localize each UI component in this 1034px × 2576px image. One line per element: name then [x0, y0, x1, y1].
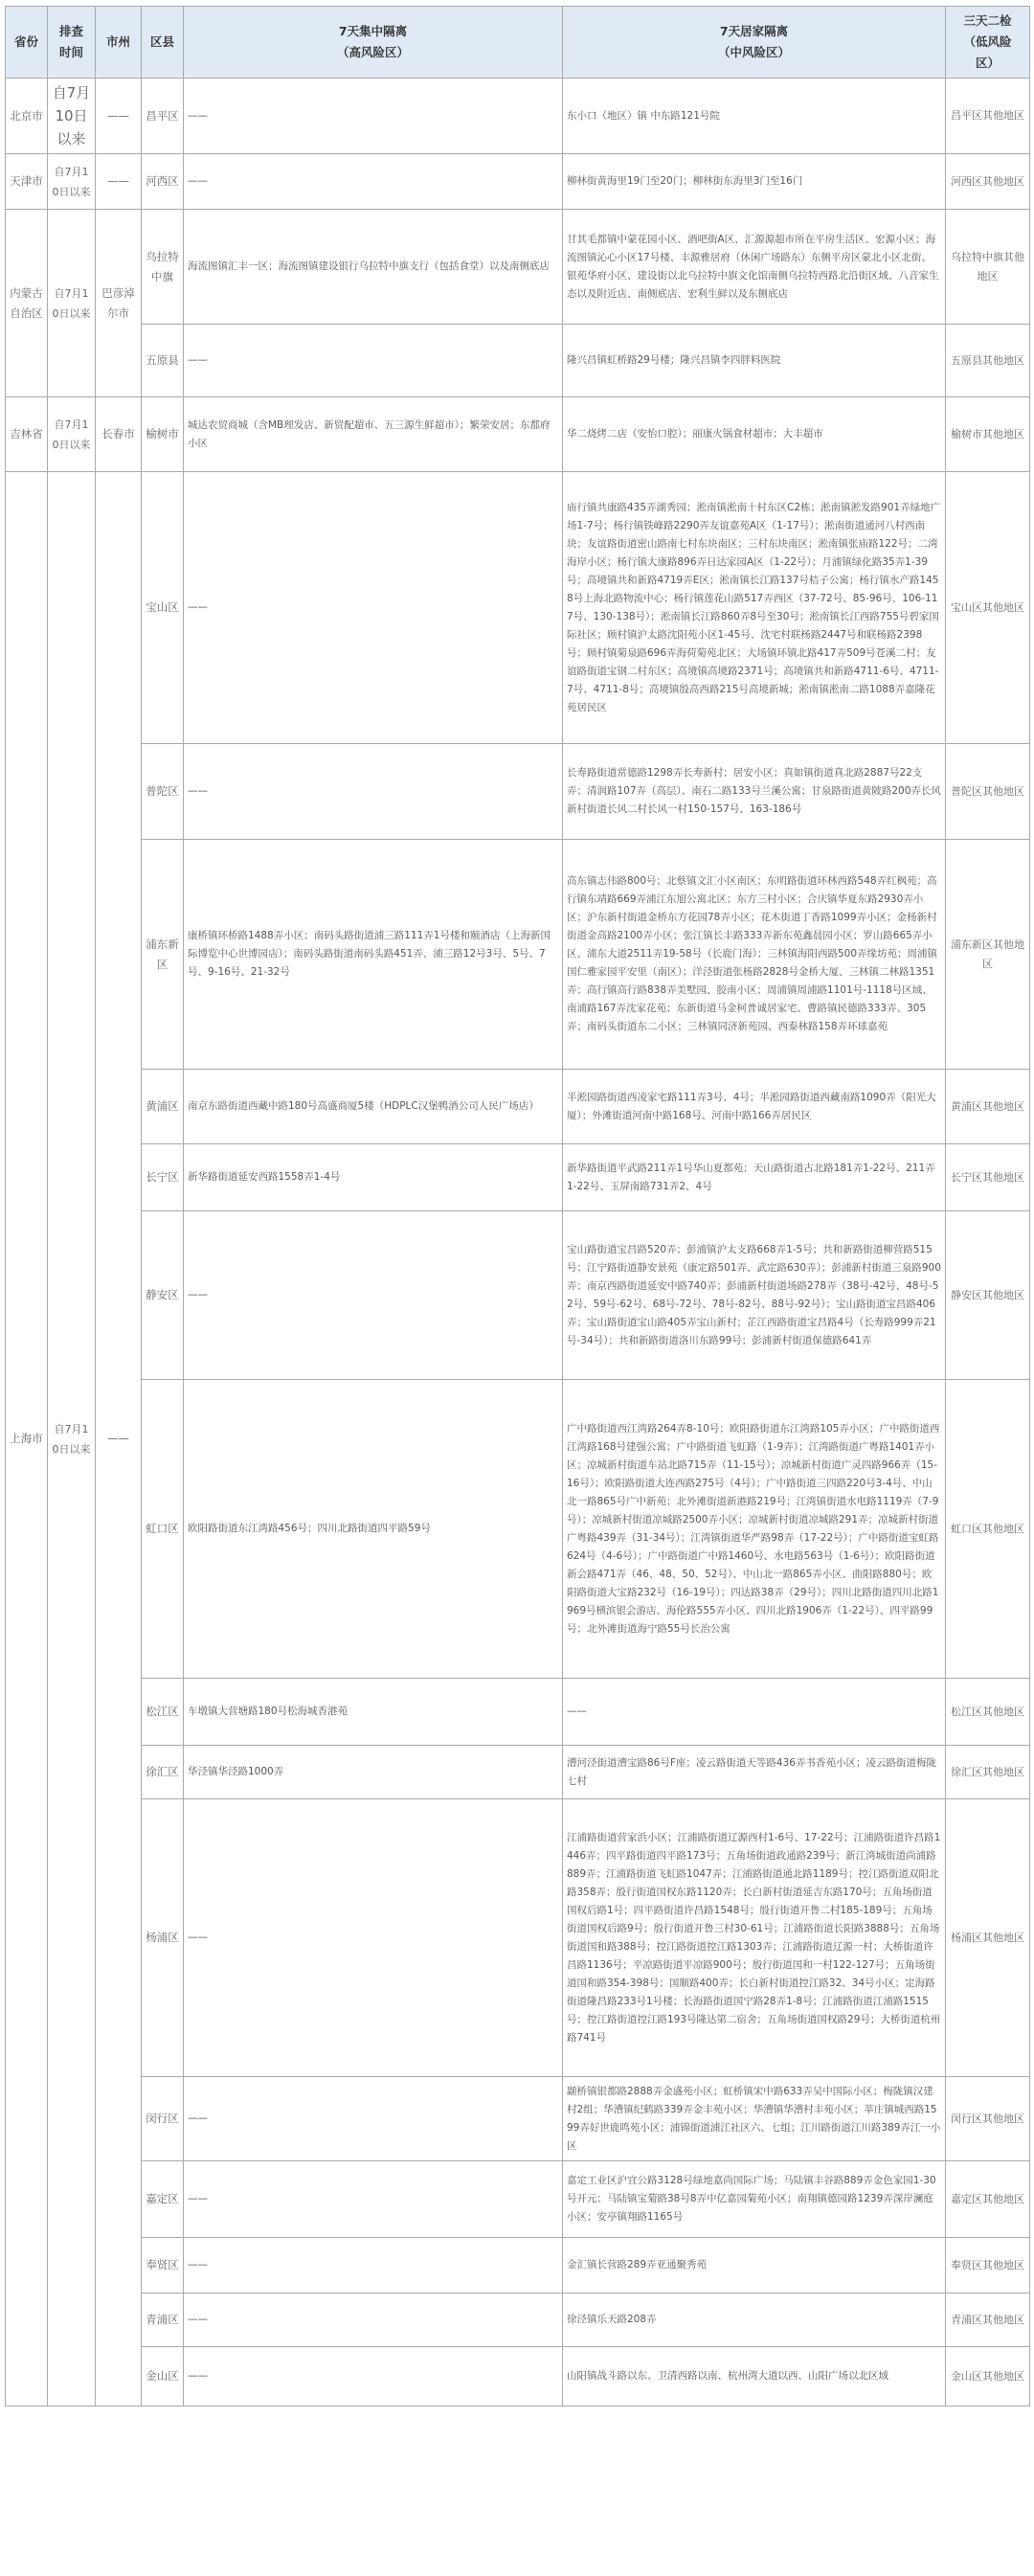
high-risk-cell: —— — [184, 154, 563, 210]
low-risk-cell: 黄浦区其他地区 — [946, 1070, 1030, 1144]
mid-risk-cell: 甘其毛都镇中蒙花园小区、酒吧街A区、汇源源超市所在平房生活区、宏源小区；海流图镇沁心小区17号楼、丰源雅居府（休闲广场路东）东侧平房区蒙北小区北街、银苑华府小区、建设街以北乌拉特中旗文化馆南侧乌拉特西路北沿街区域、八音家生态以及附近店、南侧底店、宏利生鲜以及东侧底店 — [563, 210, 946, 325]
table-row — [6, 1799, 1030, 2077]
mid-risk-cell: 金汇镇长营路289弄亚通聚秀苑 — [563, 2238, 946, 2294]
low-risk-cell: 徐汇区其他地区 — [946, 1746, 1030, 1799]
province-cell: 北京市 — [6, 79, 48, 154]
mid-risk-cell: —— — [563, 1679, 946, 1746]
province-cell: 上海市 — [6, 472, 48, 2407]
mid-risk-cell: 颛桥镇银都路2888弄金盛苑小区；虹桥镇宋中路633弄吴中国际小区；梅陇镇汉建村2组；华漕镇纪鹤路339弄金丰苑小区；华漕镇华漕村丰苑小区；莘庄镇城西路1599弄好世鹿鸣苑小区；浦锦街道浦江社区六、七组；江川路街道江川路389弄江一小区 — [563, 2077, 946, 2161]
district-cell: 普陀区 — [142, 744, 184, 840]
high-risk-cell: 南京东路街道西藏中路180号高盛商厦5楼（HDPLC汉堡鸭酒公司人民广场店） — [184, 1070, 563, 1144]
table-row — [6, 2294, 1030, 2347]
district-cell: 昌平区 — [142, 79, 184, 154]
low-risk-cell: 普陀区其他地区 — [946, 744, 1030, 840]
district-cell: 浦东新区 — [142, 840, 184, 1070]
table-row — [6, 1380, 1030, 1679]
low-risk-cell: 静安区其他地区 — [946, 1211, 1030, 1380]
low-risk-cell: 杨浦区其他地区 — [946, 1799, 1030, 2077]
low-risk-cell: 五原县其他地区 — [946, 325, 1030, 397]
low-risk-cell: 浦东新区其他地区 — [946, 840, 1030, 1070]
high-risk-cell: —— — [184, 2238, 563, 2294]
district-cell: 徐汇区 — [142, 1746, 184, 1799]
table-body — [6, 79, 1030, 2407]
table-row — [6, 2347, 1030, 2407]
district-cell: 乌拉特中旗 — [142, 210, 184, 325]
high-risk-cell: —— — [184, 1799, 563, 2077]
high-risk-cell: 康桥镇环桥路1488弄小区；南码头路街道浦三路111弄1号楼和颐酒店（上海新国际博览中心世博园店）；南码头路街道南码头路451弄、浦三路12号3号、5号、7号、9-16号、21-32号 — [184, 840, 563, 1070]
table-row — [6, 2077, 1030, 2161]
mid-risk-cell: 高东镇志伟路800号；北蔡镇文汇小区南区；东明路街道环林西路548弄红枫苑；高行镇东靖路669弄浦江东旭公寓北区；东方三村小区；合庆镇华夏东路2930弄小区；沪东新村街道金桥东方花园78弄小区；花木街道丁香路1099弄小区；金杨新村街道金高路2100弄小区；张江镇长丰路333弄新东苑鑫晨园小区；罗山路665弄小区、浦东大道2511弄19-58号（长鹿门海）；三林镇海阳西路500弄缘坊苑；周浦镇国仁雅家园平安里（南区）；洋泾街道张杨路2828号金桥大厦、三林镇二林路1351弄；高行镇高行路838弄美墅园、胶南小区；周浦镇周浦路1101号-1118号区域、南浦路167弄沈家花苑；东新街道马金柯普诚居家宅、曹路镇民德路333弄、305弄；南码头街道东二小区；三林镇同济新苑园、西泰林路158弄环球嘉苑 — [563, 840, 946, 1070]
district-cell: 嘉定区 — [142, 2161, 184, 2238]
high-risk-cell: —— — [184, 2347, 563, 2407]
high-risk-cell: 城达农贸商城（含MB理发店、新贸配超市、五三源生鲜超市）；繁荣安居；东都府小区 — [184, 397, 563, 472]
mid-risk-cell: 华二烧烤二店（安怡口腔）；丽康火锅食材超市；大丰超市 — [563, 397, 946, 472]
table-row — [6, 1746, 1030, 1799]
low-risk-cell: 金山区其他地区 — [946, 2347, 1030, 2407]
city-cell: 巴彦淖尔市 — [96, 210, 142, 397]
table-row — [6, 2238, 1030, 2294]
low-risk-cell: 奉贤区其他地区 — [946, 2238, 1030, 2294]
table-row — [6, 840, 1030, 1070]
city-cell: 长春市 — [96, 397, 142, 472]
header-mid-risk: 7天居家隔离 （中风险区） — [563, 7, 946, 79]
header-province: 省份 — [6, 7, 48, 79]
high-risk-cell: 车墩镇大营塘路180号松海城香港苑 — [184, 1679, 563, 1746]
mid-risk-cell: 嘉定工业区沪宜公路3128号绿地嘉尚国际广场；马陆镇丰谷路889弄金色家园1-30号开元；马陆镇宝菊路38号8弄中亿嘉园菊苑小区；南翔镇德园路1239弄深岸澜庭小区；安亭镇翔路1165号 — [563, 2161, 946, 2238]
time-cell: 自7月10日以来 — [48, 472, 96, 2407]
mid-risk-cell: 东小口（地区）镇 中东路121号院 — [563, 79, 946, 154]
header-city: 市州 — [96, 7, 142, 79]
city-cell: —— — [96, 472, 142, 2407]
high-risk-cell: —— — [184, 1211, 563, 1380]
district-cell: 虹口区 — [142, 1380, 184, 1679]
district-cell: 静安区 — [142, 1211, 184, 1380]
city-cell: —— — [96, 154, 142, 210]
time-cell: 自7月10日以来 — [48, 79, 96, 154]
high-risk-cell: 海流图镇汇丰一区；海流图镇建设银行乌拉特中旗支行（包括食堂）以及南侧底店 — [184, 210, 563, 325]
low-risk-cell: 长宁区其他地区 — [946, 1144, 1030, 1211]
risk-area-document — [5, 6, 1029, 2407]
table-row — [6, 472, 1030, 744]
low-risk-cell: 松江区其他地区 — [946, 1679, 1030, 1746]
district-cell: 杨浦区 — [142, 1799, 184, 2077]
table-row — [6, 397, 1030, 472]
high-risk-cell: —— — [184, 472, 563, 744]
province-cell: 吉林省 — [6, 397, 48, 472]
table-row — [6, 325, 1030, 397]
low-risk-cell: 昌平区其他地区 — [946, 79, 1030, 154]
low-risk-cell: 青浦区其他地区 — [946, 2294, 1030, 2347]
mid-risk-cell: 宝山路街道宝昌路520弄；彭浦镇沪太支路668弄1-5号；共和新路街道柳营路515号；江宁路街道静安景苑（康定路501弄、武定路630弄）；彭浦新村街道三泉路900弄；南京西路街道延安中路740弄；彭浦新村街道场路278弄（38号-42号、48号-52号、59号-62号、68号-72号、78号-82号、88号-92号）；宝山路街道宝昌路406弄；宝山路街道宝山路405弄宝山新村；芷江西路街道宝昌路4号（长寿路999弄21号-34号）；共和新路街道洛川东路99号；彭浦新村街道保德路641弄 — [563, 1211, 946, 1380]
district-cell: 河西区 — [142, 154, 184, 210]
table-row — [6, 1070, 1030, 1144]
high-risk-cell: 新华路街道延安西路1558弄1-4号 — [184, 1144, 563, 1211]
low-risk-cell: 虹口区其他地区 — [946, 1380, 1030, 1679]
high-risk-cell: —— — [184, 325, 563, 397]
low-risk-cell: 乌拉特中旗其他地区 — [946, 210, 1030, 325]
district-cell: 青浦区 — [142, 2294, 184, 2347]
low-risk-cell: 宝山区其他地区 — [946, 472, 1030, 744]
low-risk-cell: 河西区其他地区 — [946, 154, 1030, 210]
high-risk-cell: 欧阳路街道东江湾路456号；四川北路街道四平路59号 — [184, 1380, 563, 1679]
mid-risk-cell: 新华路街道平武路211弄1号华山夏都苑；天山路街道古北路181弄1-22号、211弄1-22号、玉屏南路731弄2、4号 — [563, 1144, 946, 1211]
table-row — [6, 210, 1030, 325]
district-cell: 五原县 — [142, 325, 184, 397]
header-low-risk: 三天二检 （低风险 区） — [946, 7, 1030, 79]
low-risk-cell: 榆树市其他地区 — [946, 397, 1030, 472]
province-cell: 天津市 — [6, 154, 48, 210]
district-cell: 奉贤区 — [142, 2238, 184, 2294]
mid-risk-cell: 庙行镇共康路435弄湖秀园；淞南镇淞南十村东区C2栋；淞南镇淞发路901弄绿地广场1-7号；杨行镇铁峰路2290弄友谊嘉苑A区（1-17号）；淞南街道通河八村西南块；友谊路街道密山路南七村东块南区；三村东块南区；淞南镇张庙路122号；二湾海岸小区；杨行镇大康路896弄日达家园A区（1-22号）；月浦镇绿化路35弄1-39号；高境镇共和新路4719弄E区；淞南镇长江路137号桔子公寓；杨行镇水产路1458号上海北路物流中心；杨行镇莲花山路517弄西区（37-72号、85-96号、106-117号、130-138号）；淞南镇长江路860弄8号至30号；淞南镇长江西路755号碧家国际社区；顾村镇沪太路沈阳苑小区1-45号、沈宅村联杨路2447号和联杨路2398号；顾村镇菊泉路696弄海荷菊苑北区；大场镇环镇北路417弄509号苍溪二村；友谊路街道宝钢二村东区；高境镇高境路2371号；高境镇共和新路4711-6号、4711-7号、4711-8号；高境镇殷高西路215号高境新城；淞南镇淞南二路1088弄嘉隆花苑居民区 — [563, 472, 946, 744]
district-cell: 松江区 — [142, 1679, 184, 1746]
high-risk-cell: —— — [184, 2077, 563, 2161]
mid-risk-cell: 半淞园路街道西凌家宅路111弄3号、4号；半淞园路街道西藏南路1090弄（阳光大厦）；外滩街道河南中路168号、河南中路166弄居民区 — [563, 1070, 946, 1144]
district-cell: 黄浦区 — [142, 1070, 184, 1144]
time-cell: 自7月10日以来 — [48, 154, 96, 210]
header-district: 区县 — [142, 7, 184, 79]
mid-risk-cell: 长寿路街道常德路1298弄长寿新村；居安小区；真如镇街道真北路2887号22支弄；清润路107弄（高层）、南石二路133号兰溪公寓；甘泉路街道黄陂路200弄长风新村街道长风二村长风一村150-157号、163-186号 — [563, 744, 946, 840]
table-row — [6, 2161, 1030, 2238]
high-risk-cell: —— — [184, 2161, 563, 2238]
mid-risk-cell: 柳林街黄海里19门至20门；柳林街东海里3门至16门 — [563, 154, 946, 210]
table-row — [6, 744, 1030, 840]
high-risk-cell: —— — [184, 744, 563, 840]
high-risk-cell: —— — [184, 2294, 563, 2347]
province-cell: 内蒙古自治区 — [6, 210, 48, 397]
high-risk-cell: 华泾镇华泾路1000弄 — [184, 1746, 563, 1799]
high-risk-cell: —— — [184, 79, 563, 154]
time-cell: 自7月10日以来 — [48, 210, 96, 397]
header-time: 排查 时间 — [48, 7, 96, 79]
header-row — [6, 7, 1030, 79]
table-row — [6, 1679, 1030, 1746]
table-row — [6, 154, 1030, 210]
district-cell: 金山区 — [142, 2347, 184, 2407]
header-high-risk: 7天集中隔离 （高风险区） — [184, 7, 563, 79]
risk-area-table — [5, 6, 1030, 2407]
time-cell: 自7月10日以来 — [48, 397, 96, 472]
table-row — [6, 1211, 1030, 1380]
mid-risk-cell: 徐泾镇乐天路208弄 — [563, 2294, 946, 2347]
district-cell: 闵行区 — [142, 2077, 184, 2161]
mid-risk-cell: 山阳镇战斗路以东、卫清西路以南、杭州湾大道以西、山阳广场以北区域 — [563, 2347, 946, 2407]
table-row — [6, 1144, 1030, 1211]
district-cell: 长宁区 — [142, 1144, 184, 1211]
city-cell: —— — [96, 79, 142, 154]
low-risk-cell: 闵行区其他地区 — [946, 2077, 1030, 2161]
table-row — [6, 79, 1030, 154]
district-cell: 宝山区 — [142, 472, 184, 744]
mid-risk-cell: 广中路街道西江湾路264弄8-10号；欧阳路街道东江湾路105弄小区；广中路街道西江湾路168号建强公寓；广中路街道飞虹路（1-9弄）；江湾路街道广粤路1401弄小区；凉城新村街道车站北路715弄（11-15号）；凉城新村街道广灵四路966弄（15-16号）；欧阳路街道大连西路275号（4号）；广中路街道三四路220号3-4号、中山北一路865号广中新苑；北外滩街道新港路219号；江湾镇街道水电路1119弄（7-9号）；凉城新村街道凉城路2500弄小区；凉城新村街道凉城路291弄；凉城新村街道广粤路439弄（31-34号）；江湾镇街道华严路98弄（17-22号）；广中路街道宝虹路624号（4-6号）；广中路街道广中路1460号、水电路563号（1-6号）；欧阳路街道新会路471弄（46、48、50、52号）、中山北一路865弄小区、曲阳路880号；欧阳路街道大宝路232号（16-19号）；四达路38弄（29号）；四川北路街道四川北路1969号横滨银会游店、海伦路555弄小区、四川北路1906弄（1-22号）、四平路99号；北外滩街道海宁路55号长治公寓 — [563, 1380, 946, 1679]
mid-risk-cell: 漕河泾街道漕宝路86号F座；凌云路街道天等路436弄书香苑小区；凌云路街道梅陇七村 — [563, 1746, 946, 1799]
mid-risk-cell: 江浦路街道营家浜小区；江浦路街道辽源西村1-6号、17-22号；江浦路街道许昌路1446弄；四平路街道四平路173号；五角场街道政通路239号；新江湾城街道尚浦路889弄；江浦路街道飞虹路1047弄；江浦路街道通北路1189号；控江路街道双阳北路358弄；殷行街道国权东路1120弄；长白新村街道延吉东路170号；五角场街道国权后路1号；四平路街道许昌路1548号；殷行街道开鲁二村185-189号；五角场街道国权后路9号；殷行街道开鲁三村30-61号；江浦路街道长阳路3888号；五角场街道国和路388号；控江路街道控江路1303弄；江浦路街道辽源一村；大桥街道许昌路1136号；平凉路街道平凉路900号；殷行街道国和一村122-127号；五角场街道国和路354-398号；国顺路400弄；长白新村街道控江路32、34号小区；定海路街道隆昌路233号1号楼；长海路街道国宁路28弄1-8号；江浦路街道江浦路1515号；控江路街道控江路193号隆达第二宿舍；五角场街道国权路29号；大桥街道杭州路741号 — [563, 1799, 946, 2077]
district-cell: 榆树市 — [142, 397, 184, 472]
mid-risk-cell: 隆兴昌镇虹桥路29号楼；隆兴昌镇李四胖料医院 — [563, 325, 946, 397]
low-risk-cell: 嘉定区其他地区 — [946, 2161, 1030, 2238]
